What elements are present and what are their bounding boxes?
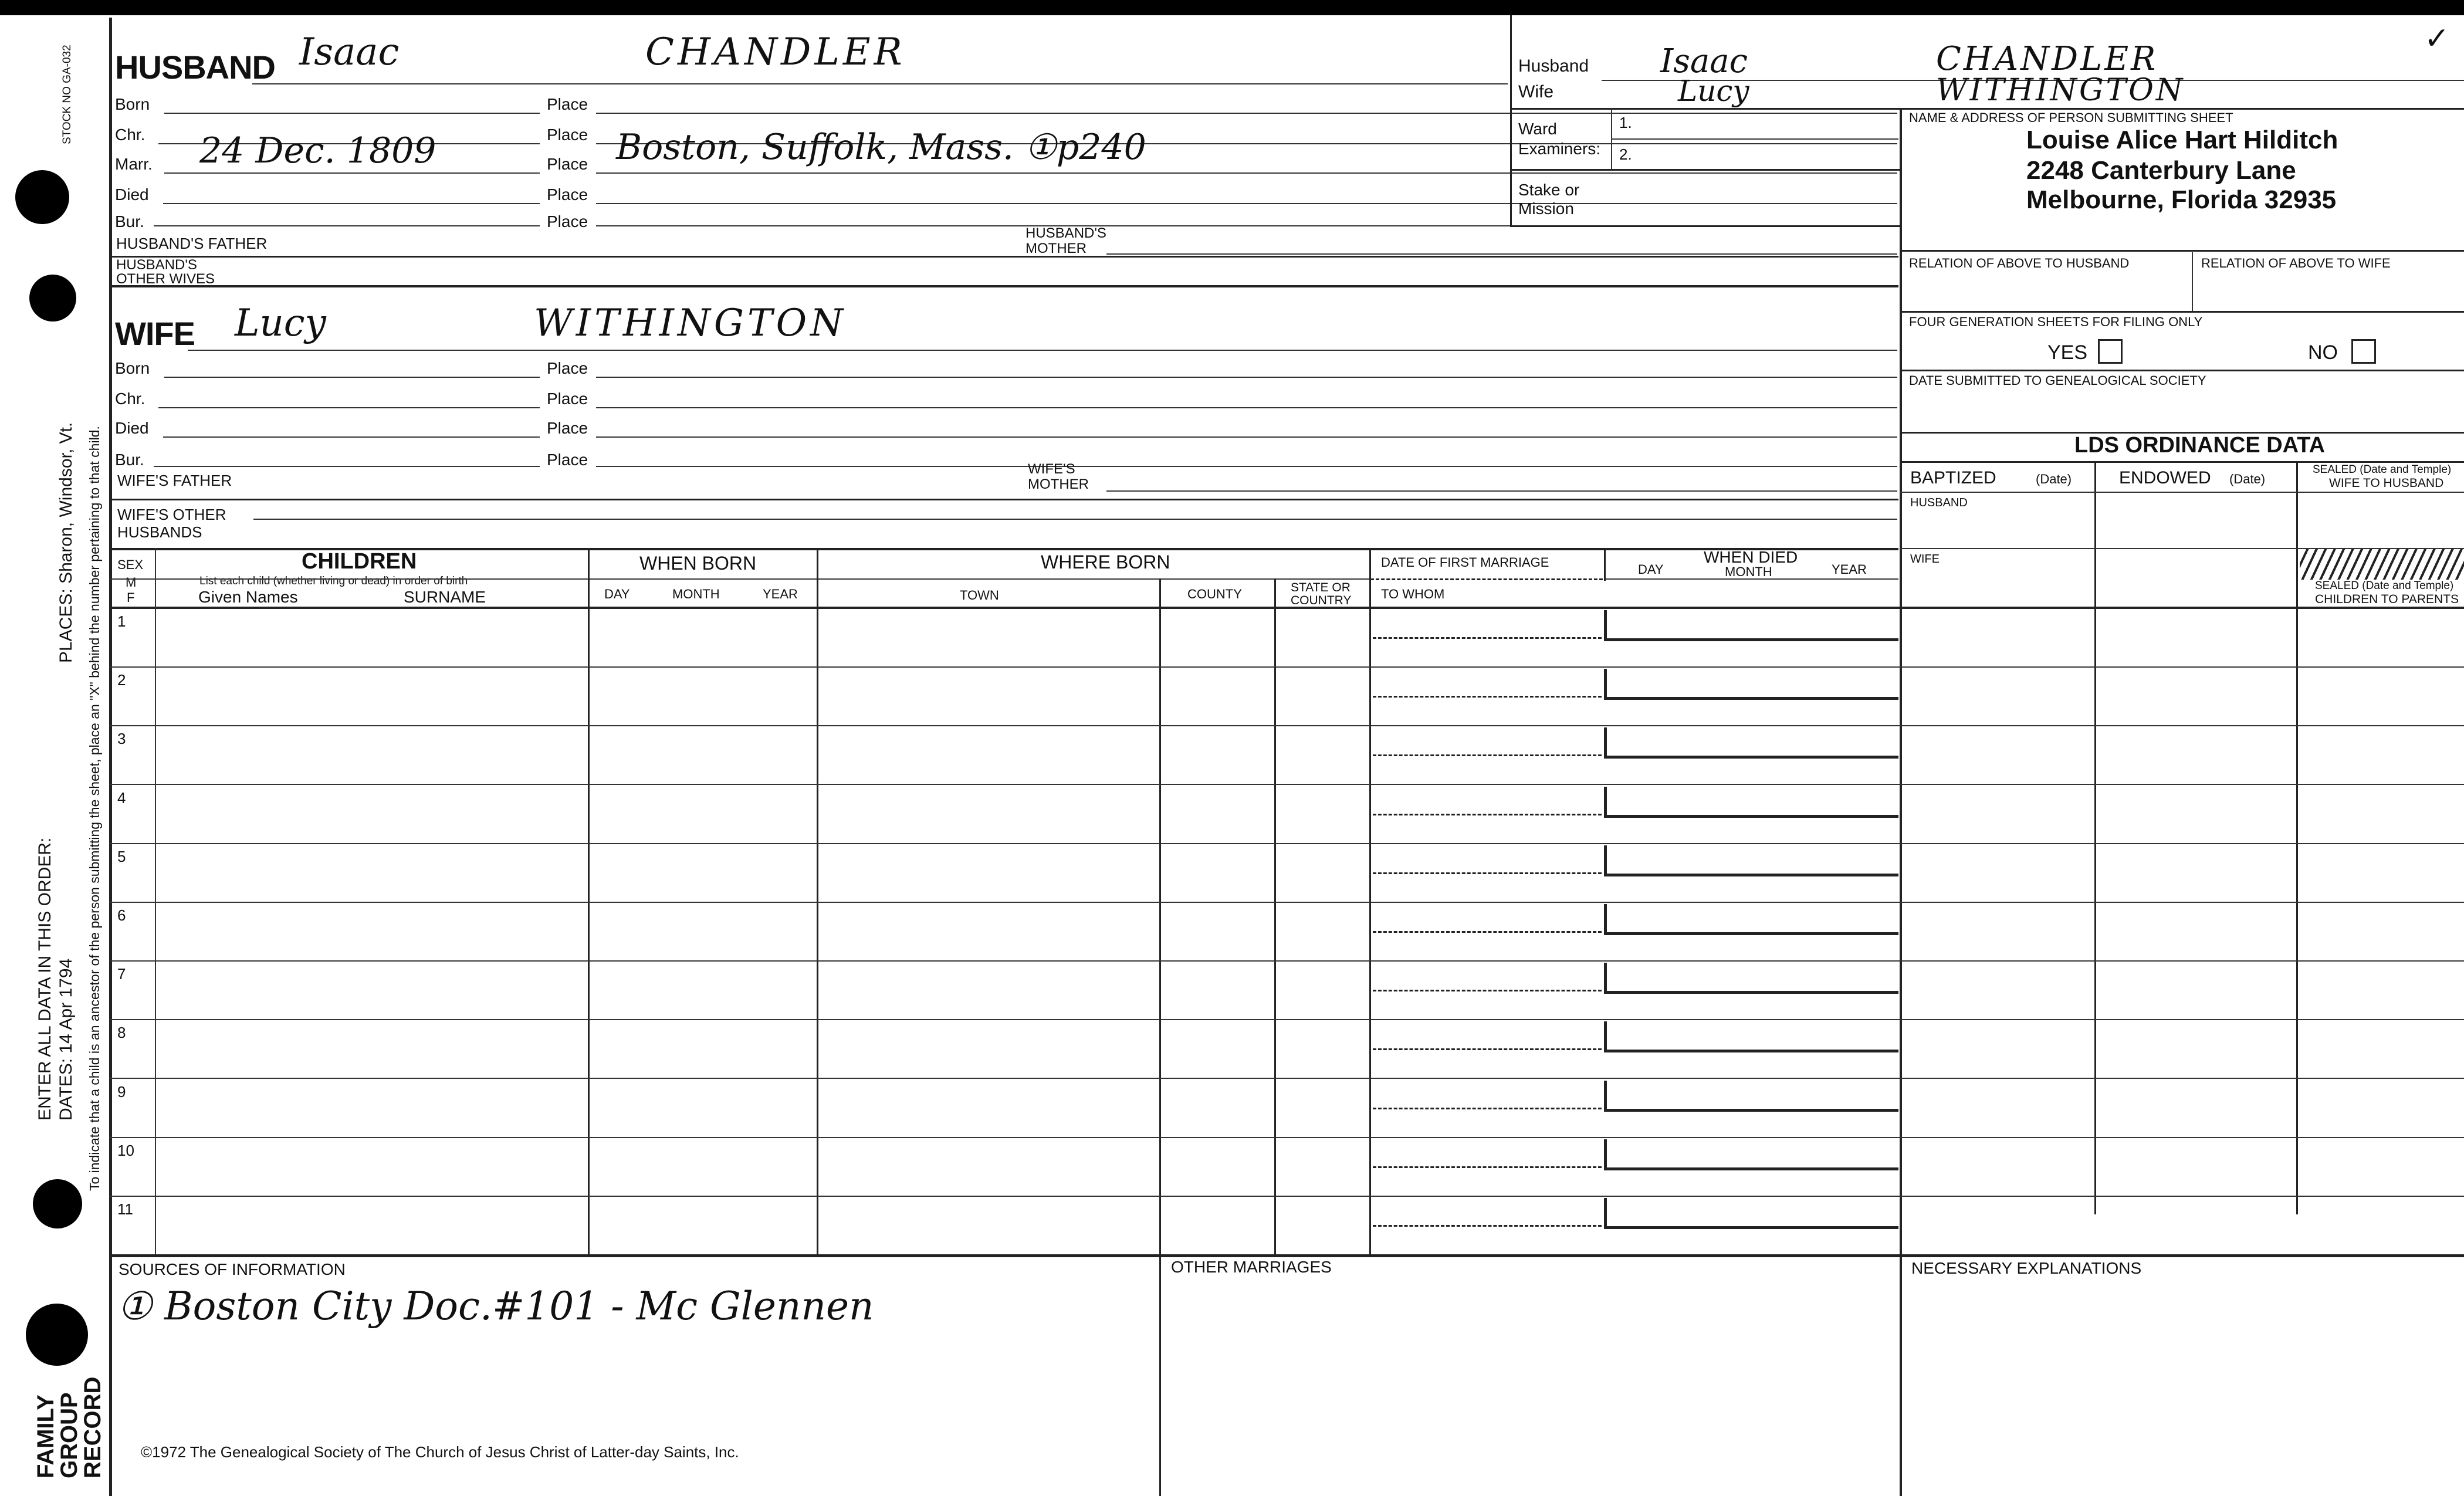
husband-chr-label: Chr. (115, 126, 145, 144)
died-box-base (1604, 1226, 1898, 1229)
submitter-street: 2248 Canterbury Lane (2026, 156, 2296, 185)
husband-born-place-label: Place (547, 95, 588, 113)
header-rule (1510, 169, 1900, 171)
examiner-2: 2. (1619, 145, 1632, 163)
header-husband-label: Husband (1518, 56, 1589, 76)
child-row-number: 9 (117, 1083, 126, 1101)
four-gen-label: FOUR GENERATION SHEETS FOR FILING ONLY (1909, 314, 2203, 329)
sealed-wife-label: SEALED (Date and Temple) (2313, 463, 2452, 476)
marriage-dash (1373, 814, 1602, 815)
field-line (1106, 490, 1897, 492)
other-marriages-label: OTHER MARRIAGES (1171, 1258, 1332, 1276)
wife-other-husbands-label: WIFE'S OTHER (117, 506, 226, 523)
died-box-base (1604, 874, 1898, 876)
died-box-edge (1604, 727, 1607, 758)
marriage-dash (1373, 1225, 1602, 1227)
header-rule (1900, 370, 2464, 371)
table-row[interactable] (109, 1196, 1898, 1254)
year-header: YEAR (763, 587, 798, 601)
header-rule-v (1900, 108, 1902, 1496)
enter-all-note: ENTER ALL DATA IN THIS ORDER: (35, 837, 55, 1121)
field-line (596, 407, 1897, 408)
endowed-label: ENDOWED (2119, 468, 2211, 488)
section-rule (109, 256, 1898, 258)
table-col-divider (1604, 548, 1606, 581)
table-row[interactable] (109, 784, 1898, 843)
wife-name-line (188, 350, 1897, 351)
table-row[interactable] (109, 725, 1898, 784)
children-heading: CHILDREN (302, 549, 417, 574)
baptized-label: BAPTIZED (1910, 468, 1996, 488)
wife-died-label: Died (115, 419, 149, 437)
husband-born-label: Born (115, 95, 150, 113)
town-header: TOWN (960, 588, 999, 603)
husband-surname: CHANDLER (645, 31, 906, 74)
died-box-edge (1604, 1021, 1607, 1052)
husband-father-label: HUSBAND'S FATHER (116, 235, 268, 252)
when-died-header: WHEN DIED (1704, 548, 1798, 566)
sealed-wife-label: WIFE TO HUSBAND (2329, 476, 2444, 490)
field-line (1106, 253, 1897, 255)
state-header: COUNTRY (1291, 594, 1352, 607)
husband-other-wives-label: OTHER WIVES (116, 271, 215, 287)
examiner-1: 1. (1619, 114, 1632, 131)
died-box-edge (1604, 963, 1607, 993)
table-row[interactable] (109, 1078, 1898, 1137)
died-day-header: DAY (1638, 562, 1664, 577)
wife-mother-label: WIFE'S (1028, 461, 1075, 477)
county-header: COUNTY (1187, 587, 1242, 601)
field-line (164, 172, 540, 174)
husband-marriage-date: 24 Dec. 1809 (199, 130, 436, 171)
dates-note: DATES: 14 Apr 1794 (56, 958, 76, 1121)
field-line (154, 225, 540, 226)
marriage-dash (1373, 1166, 1602, 1168)
marriage-dash (1373, 754, 1602, 756)
died-box-base (1604, 1109, 1898, 1112)
died-box-edge (1604, 1139, 1607, 1170)
marriage-dash (1373, 1048, 1602, 1050)
lds-col-divider (2296, 461, 2298, 1214)
form-title (27, 1361, 109, 1484)
child-row-number: 6 (117, 906, 126, 924)
ancestor-instruction: To indicate that a child is an ancestor of the person submitting the sheet, place an "X" behind the number pertaining to that child. (87, 426, 102, 1191)
died-box-base (1604, 697, 1898, 700)
check-mark: ✓ (2424, 22, 2450, 56)
table-row[interactable] (109, 1137, 1898, 1196)
marriage-dash (1373, 637, 1602, 639)
child-row-number: 4 (117, 789, 126, 807)
lds-title: LDS ORDINANCE DATA (2074, 433, 2326, 458)
sealed-children-label: SEALED (Date and Temple) (2315, 580, 2454, 592)
stake-label: Stake or (1518, 181, 1580, 199)
where-born-header: WHERE BORN (1041, 551, 1170, 573)
sources-text: ① Boston City Doc.#101 - Mc Glennen (117, 1284, 874, 1329)
first-marriage-header: DATE OF FIRST MARRIAGE (1381, 555, 1549, 570)
when-born-header: WHEN BORN (639, 553, 757, 574)
stake-label: Mission (1518, 199, 1574, 218)
sources-label: SOURCES OF INFORMATION (119, 1260, 346, 1278)
yes-label: YES (2047, 341, 2088, 364)
field-line (596, 436, 1897, 438)
husband-mother-label: HUSBAND'S (1025, 225, 1106, 241)
husband-chr-place-label: Place (547, 126, 588, 144)
child-row-number: 11 (117, 1200, 133, 1218)
child-row-number: 8 (117, 1024, 126, 1041)
wife-bur-place-label: Place (547, 451, 588, 469)
form-title-line: GROUP (56, 1392, 82, 1478)
marriage-dash (1373, 990, 1602, 991)
submitter-name: Louise Alice Hart Hilditch (2026, 126, 2338, 154)
header-rule (1510, 108, 2464, 110)
wife-born-label: Born (115, 359, 150, 377)
section-rule (109, 285, 1898, 287)
field-line (596, 113, 1897, 114)
child-row-number: 3 (117, 730, 126, 747)
submitter-city: Melbourne, Florida 32935 (2026, 185, 2337, 214)
field-line (164, 113, 540, 114)
wife-given-name: Lucy (235, 302, 326, 345)
yes-checkbox[interactable] (2098, 339, 2123, 364)
copyright-notice: ©1972 The Genealogical Society of The Church of Jesus Christ of Latter-day Saints, Inc. (141, 1443, 739, 1461)
sealed-children-label: CHILDREN TO PARENTS (2315, 593, 2459, 606)
died-box-base (1604, 932, 1898, 935)
wife-heading: WIFE (115, 315, 195, 352)
form-title-line: RECORD (80, 1376, 106, 1478)
died-box-edge (1604, 787, 1607, 817)
punch-hole (15, 170, 69, 224)
to-whom-header: TO WHOM (1381, 587, 1445, 601)
husband-bur-place-label: Place (547, 212, 588, 231)
field-line (253, 519, 1897, 520)
table-row[interactable] (109, 960, 1898, 1019)
date-submitted-label: DATE SUBMITTED TO GENEALOGICAL SOCIETY (1909, 373, 2206, 388)
ward-label: Ward (1518, 120, 1557, 138)
field-line (596, 466, 1897, 467)
wife-other-husbands-label: HUSBANDS (117, 523, 202, 541)
died-box-edge (1604, 669, 1607, 699)
punch-hole (33, 1179, 82, 1228)
table-rule (109, 578, 1369, 580)
punch-hole (29, 275, 76, 321)
marriage-dash (1373, 872, 1602, 874)
relation-wife-label: RELATION OF ABOVE TO WIFE (2201, 256, 2391, 270)
child-row-number: 7 (117, 965, 126, 983)
submitter-label: NAME & ADDRESS OF PERSON SUBMITTING SHEET (1909, 110, 2233, 125)
hatched-block (2300, 549, 2464, 580)
wife-died-place-label: Place (547, 419, 588, 437)
necessary-explanations-label: NECESSARY EXPLANATIONS (1911, 1259, 2142, 1277)
lds-rule (1900, 492, 2464, 493)
top-edge-bar (0, 0, 2464, 15)
table-row[interactable] (109, 666, 1898, 725)
state-header: STATE OR (1291, 581, 1351, 594)
lds-col-divider (2094, 461, 2096, 1214)
died-box-base (1604, 756, 1898, 759)
field-line (163, 436, 540, 438)
stock-number: STOCK NO GA-032 (61, 45, 73, 144)
endowed-date-label: (Date) (2229, 472, 2266, 486)
wife-mother-label: MOTHER (1028, 476, 1089, 492)
husband-bur-label: Bur. (115, 212, 144, 231)
died-box-base (1604, 815, 1898, 818)
header-rule (1510, 225, 1900, 227)
died-box-base (1604, 1167, 1898, 1170)
day-header: DAY (604, 587, 630, 601)
husband-given-name: Isaac (299, 31, 400, 74)
header-wife-given: Lucy (1678, 74, 1749, 108)
lds-rule (1900, 461, 2464, 463)
table-row[interactable] (109, 608, 1898, 666)
header-husband-given: Isaac (1660, 42, 1748, 80)
husband-other-wives-label: HUSBAND'S (116, 257, 197, 273)
child-row-number: 5 (117, 848, 126, 865)
bottom-rule (109, 1254, 2464, 1257)
header-husband-surname: CHANDLER (1936, 40, 2158, 78)
no-checkbox[interactable] (2351, 339, 2376, 364)
husband-died-label: Died (115, 185, 149, 204)
died-box-base (1604, 1050, 1898, 1052)
relation-husband-label: RELATION OF ABOVE TO HUSBAND (1909, 256, 2130, 270)
child-row-number: 2 (117, 671, 126, 689)
examiners-label: Examiners: (1518, 140, 1601, 158)
lds-wife-row: WIFE (1910, 553, 1940, 566)
husband-died-place-label: Place (547, 185, 588, 204)
wife-surname: WITHINGTON (534, 302, 847, 345)
wife-bur-label: Bur. (115, 451, 144, 469)
lds-husband-row: HUSBAND (1910, 496, 1968, 509)
wife-chr-label: Chr. (115, 390, 145, 408)
field-line (164, 377, 540, 378)
punch-hole (26, 1304, 88, 1366)
field-line (154, 466, 540, 467)
husband-heading: HUSBAND (115, 49, 275, 86)
header-rule-v (2192, 252, 2193, 311)
header-rule (1900, 311, 2464, 313)
field-line (163, 203, 540, 204)
husband-marr-place-label: Place (547, 155, 588, 173)
husband-name-line (252, 83, 1508, 84)
header-rule (1611, 138, 1898, 140)
wife-chr-place-label: Place (547, 390, 588, 408)
baptized-date-label: (Date) (2036, 472, 2072, 486)
died-box-edge (1604, 610, 1607, 641)
places-note: PLACES: Sharon, Windsor, Vt. (56, 422, 76, 663)
field-line (596, 377, 1897, 378)
died-box-base (1604, 991, 1898, 994)
field-line (158, 407, 540, 408)
section-rule (109, 499, 1898, 500)
child-row-number: 1 (117, 612, 126, 630)
field-line (596, 172, 1897, 174)
marriage-dash (1373, 931, 1602, 933)
field-line (596, 203, 1897, 204)
husband-marr-label: Marr. (115, 155, 153, 173)
marriage-dash (1373, 696, 1602, 698)
died-box-edge (1604, 1198, 1607, 1228)
sex-f: F (127, 590, 135, 605)
wife-father-label: WIFE'S FATHER (117, 472, 232, 489)
header-wife-surname: WITHINGTON (1936, 73, 2185, 108)
no-label: NO (2308, 341, 2338, 364)
died-year-header: YEAR (1832, 562, 1867, 577)
table-dash (1370, 578, 1603, 580)
table-rule (1605, 578, 1898, 580)
husband-mother-label: MOTHER (1025, 241, 1087, 256)
wife-born-place-label: Place (547, 359, 588, 377)
header-box-divider (1510, 15, 1512, 226)
husband-marriage-place: Boston, Suffolk, Mass. ①p240 (616, 127, 1146, 168)
form-title-line: FAMILY (33, 1395, 59, 1478)
died-box-edge (1604, 845, 1607, 876)
given-names-header: Given Names (198, 588, 298, 606)
month-header: MONTH (672, 587, 720, 601)
child-row-number: 10 (117, 1142, 134, 1159)
marriage-dash (1373, 1108, 1602, 1109)
surname-header: SURNAME (404, 588, 486, 606)
died-box-edge (1604, 904, 1607, 935)
children-note: List each child (whether living or dead) in order of birth (199, 575, 468, 587)
header-rule (1900, 250, 2464, 252)
died-box-edge (1604, 1081, 1607, 1111)
header-wife-label: Wife (1518, 82, 1553, 101)
died-box-base (1604, 638, 1898, 641)
table-row[interactable] (109, 1019, 1898, 1078)
table-row[interactable] (109, 902, 1898, 960)
sex-m: M (126, 575, 137, 590)
died-month-header: MONTH (1725, 564, 1772, 579)
sex-label: SEX (117, 557, 144, 572)
table-row[interactable] (109, 843, 1898, 902)
